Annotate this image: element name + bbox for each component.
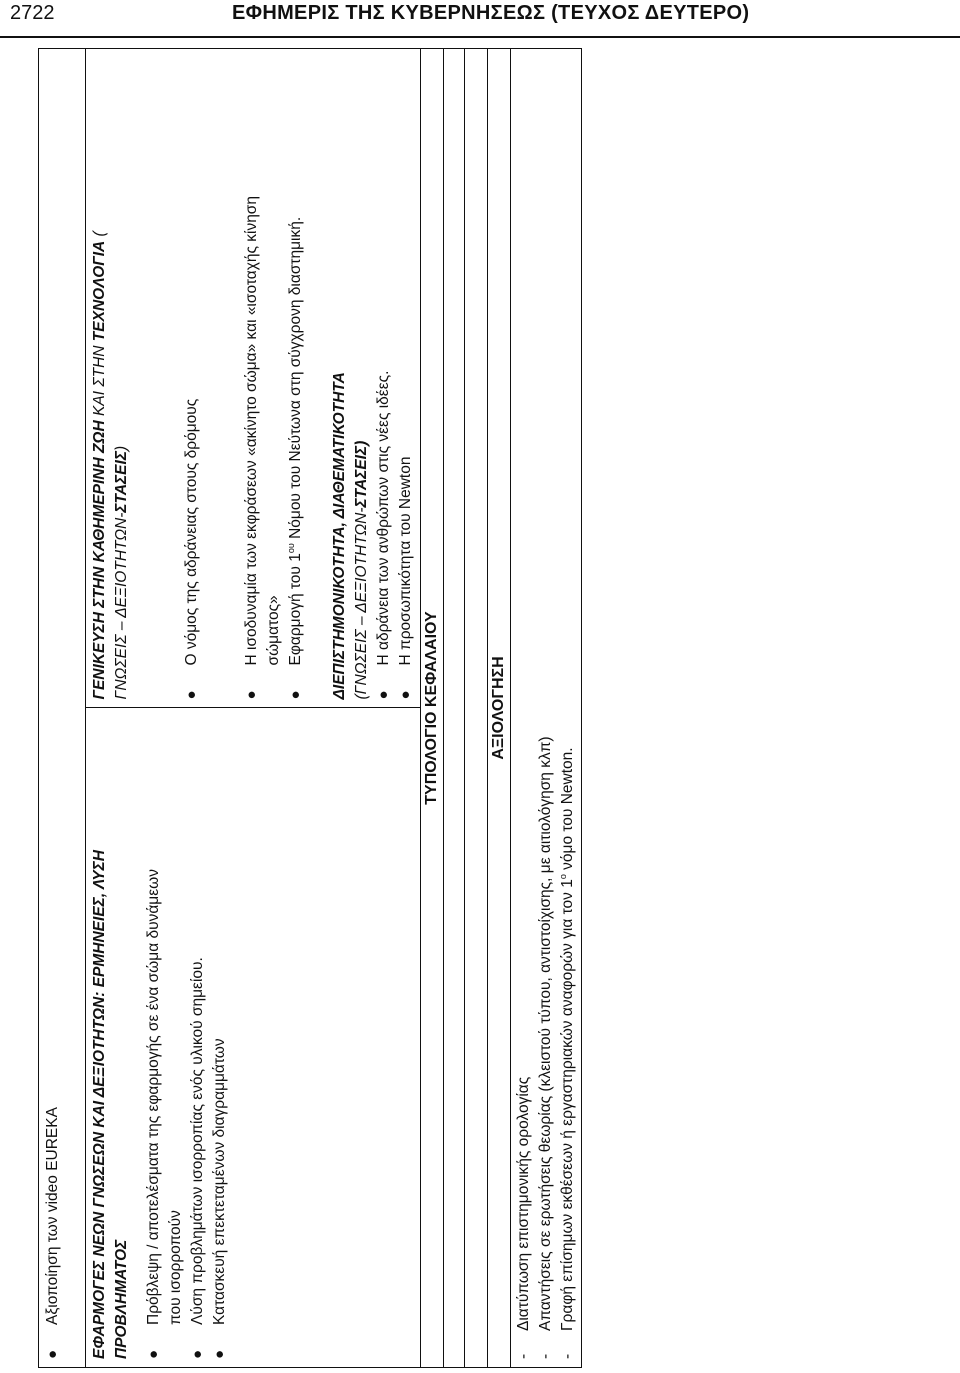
page-header [0, 0, 960, 34]
applications-heading-cont: ΠΡΟΒΛΗΜΑΤΟΣ [113, 1239, 130, 1359]
list-item [187, 717, 209, 1360]
evaluation-heading: ΑΞΙΟΛΟΓΗΣΗ [488, 49, 511, 1368]
list-item [285, 57, 307, 700]
evaluation-item-2: Απαντήσεις σε ερωτήσεις θεωρίας (κλειστού τύπου, αντιστοίχισης, με αιτιολόγηση κλπ) [537, 736, 554, 1331]
applications-bullet-1: Πρόβλεψη / αποτελέσματα της εφαρμογής σε ένα σώμα δυνάμεων [145, 869, 162, 1325]
list-item [42, 57, 64, 1359]
evaluation-item-1: Διατύπωση επιστημονικής ορολογίας [515, 1076, 532, 1331]
bullet-icon: ● [287, 690, 304, 700]
list-item [373, 57, 395, 700]
spacer-row [465, 49, 488, 1368]
interdisciplinary-heading: ΔΙΕΠΙΣΤΗΜΟΝΙΚΟΤΗΤΑ, ΔΙΑΘΕΜΑΤΙΚΟΤΗΤΑ [331, 372, 348, 700]
dash-marker: - [537, 1353, 554, 1359]
list-item [209, 717, 231, 1360]
bullet-icon: ● [189, 1349, 206, 1359]
gazette-title: ΕΦΗΜΕΡΙΣ ΤΗΣ ΚΥΒΕΡΝΗΣΕΩΣ (ΤΕΥΧΟΣ ΔΕΥΤΕΡΟ) [232, 2, 750, 24]
list-item [557, 57, 579, 1359]
bullet-icon: ● [44, 1349, 61, 1359]
applications-bullet-2: Λύση προβλημάτων ισορροπίας ενός υλικού σημείου. [189, 957, 206, 1325]
bullet-icon: ● [243, 690, 260, 700]
curriculum-table [38, 48, 582, 1368]
bullet-icon: ● [145, 1349, 162, 1359]
bullet-icon: ● [183, 690, 200, 700]
list-item [395, 57, 417, 700]
top-item-text: Αξιοποίηση των video EUREKA [44, 1107, 61, 1325]
generalization-bullet-1: Ο νόμος της αδράνειας στους δρόμους [183, 398, 200, 666]
header-rule [0, 36, 960, 38]
interdisciplinary-subheading: (ΓΝΩΣΕΙΣ – ΔΕΞΙΟΤΗΤΩΝ-ΣΤΑΣΕΙΣ) [353, 440, 370, 700]
generalization-cell [86, 49, 421, 709]
top-cell [39, 49, 86, 1368]
dash-marker: - [559, 1353, 576, 1359]
list-item [241, 57, 263, 700]
bullet-icon: ● [397, 690, 414, 700]
rotated-curriculum-table [38, 48, 576, 1368]
interdisciplinary-bullet-1: Η αδράνεια των ανθρώπων στις νέες ιδέες. [375, 370, 392, 666]
list-item [143, 717, 165, 1360]
evaluation-item-3: Γραφή επίσημων εκθέσεων ή εργαστηριακών αναφορών για τον $1^o$ νόμο του Newton. [557, 747, 576, 1331]
applications-bullet-1-cont: που ισορροπούν [167, 1210, 184, 1325]
applications-heading: ΕΦΑΡΜΟΓΕΣ ΝΕΩΝ ΓΝΩΣΕΩΝ ΚΑΙ ΔΕΞΙΟΤΗΤΩΝ: ΕΡΜΗΝΕΙΕΣ, ΛΥΣΗ [91, 850, 108, 1359]
generalization-bullet-2-cont: σώματος» [265, 595, 282, 666]
list-item [513, 57, 535, 1359]
generalization-bullet-3: Εφαρμογή του $1^{o\upsilon}$ Νόμου του Νεύτωνα στη σύγχρονη διαστημική. [285, 216, 304, 666]
dash-marker: - [515, 1353, 532, 1359]
list-item [535, 57, 557, 1359]
applications-cell [86, 708, 421, 1368]
generalization-subheading: ΓΝΩΣΕΙΣ – ΔΕΞΙΟΤΗΤΩΝ-ΣΤΑΣΕΙΣ) [113, 445, 130, 700]
bullet-icon: ● [375, 690, 392, 700]
empty-row [444, 49, 465, 1368]
page-number: 2722 [10, 2, 55, 24]
list-item [181, 57, 203, 700]
typology-heading: ΤΥΠΟΛΟΓΙΟ ΚΕΦΑΛΑΙΟΥ [421, 49, 444, 1368]
generalization-heading: ΓΕΝΙΚΕΥΣΗ ΣΤΗΝ ΚΑΘΗΜΕΡΙΝΗ ΖΩΗ ΚΑΙ ΣΤΗΝ ΤΕΧΝΟΛΟΓΙΑ ( [91, 231, 108, 700]
applications-bullet-3: Κατασκευή επεκτεταμένων διαγραμμάτων [211, 1038, 228, 1325]
interdisciplinary-bullet-2: Η προσωπικότητα του Newton [397, 456, 414, 666]
evaluation-list [511, 49, 582, 1368]
generalization-bullet-2: Η ισοδυναμία των εκφράσεων «ακίνητο σώμα» και «ισοταχής κίνηση [243, 196, 260, 666]
bullet-icon: ● [211, 1349, 228, 1359]
